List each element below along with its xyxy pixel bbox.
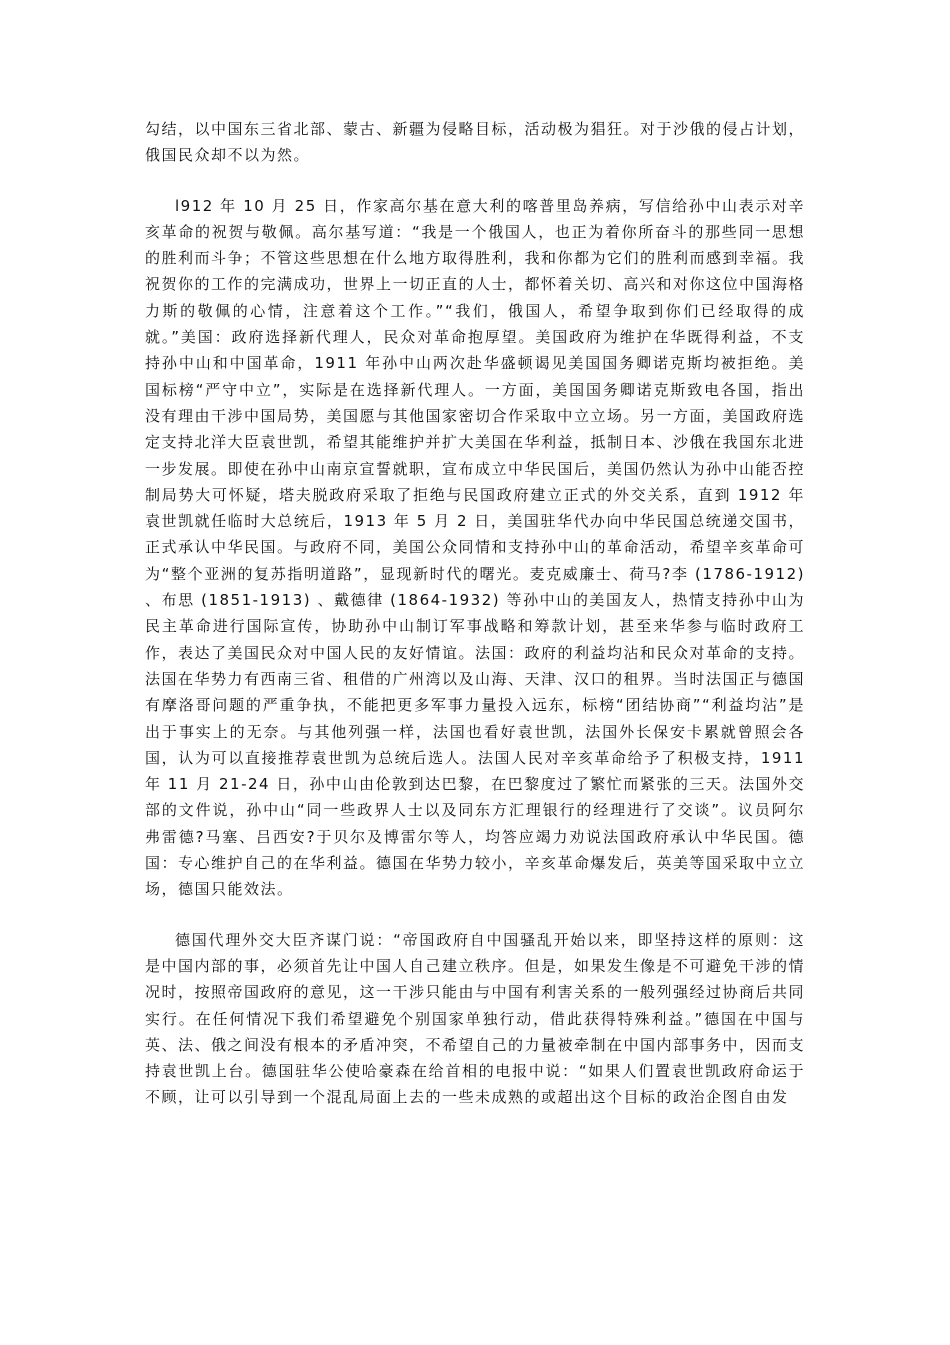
paragraph-2: l912 年 10 月 25 日，作家高尔基在意大利的喀普里岛养病，写信给孙中山表示对辛亥革命的祝贺与敬佩。高尔基写道：“我是一个俄国人，也正为着你所奋斗的那些同一思想的胜利而斗争；不管这些思想在什么地方取得胜利，我和你都为它们的胜利而感到幸福。我祝贺你的工作的完满成功，世界上一切正直的人士，都怀着关切、高兴和对你这位中国海格力斯的敬佩的心情，注意着这个工作。”“我们，俄国人，希望争取到你们已经取得的成就。”美国：政府选择新代理人，民众对革命抱厚望。美国政府为维护在华既得利益，不支持孙中山和中国革命，1911 年孙中山两次赴华盛顿谒见美国国务卿诺克斯均被拒绝。美国标榜“严守中立”，实际是在选择新代理人。一方面，美国国务卿诺克斯致电各国，指出没有理由干涉中国局势，美国愿与其他国家密切合作采取中立立场。另一方面，美国政府选定支持北洋大臣袁世凯，希望其能维护并扩大美国在华利益，抵制日本、沙俄在我国东北进一步发展。即使在孙中山南京宣誓就职，宣布成立中华民国后，美国仍然认为孙中山能否控制局势大可怀疑，塔夫脱政府采取了拒绝与民国政府建立正式的外交关系，直到 1912 年袁世凯就任临时大总统后，1913 年 5 月 2 日，美国驻华代办向中华民国总统递交国书，正式承认中华民国。与政府不同，美国公众同情和支持孙中山的革命活动，希望辛亥革命可为“整个亚洲的复苏指明道路”，显现新时代的曙光。麦克威廉士、荷马?李 (1786-1912) 、布思 (1851-1913) 、戴德律 (1864-1932) 等孙中山的美国友人，热情支持孙中山为民主革命进行国际宣传，协助孙中山制订军事战略和筹款计划，甚至来华参与临时政府工作，表达了美国民众对中国人民的友好情谊。法国：政府的利益均沾和民众对革命的支持。法国在华势力有西南三省、租借的广州湾以及山海、天津、汉口的租界。当时法国正与德国有摩洛哥问题的严重争执，不能把更多军事力量投入远东，标榜“团结协商”“利益均沾”是出于事实上的无奈。与其他列强一样，法国也看好袁世凯，法国外长保安卡累就曾照会各国，认为可以直接推荐袁世凯为总统后选人。法国人民对辛亥革命给予了积极支持，1911 年 11 月 21-24 日，孙中山由伦敦到达巴黎，在巴黎度过了繁忙而紧张的三天。法国外交部的文件说，孙中山“同一些政界人士以及同东方汇理银行的经理进行了交谈”。议员阿尔弗雷德?马塞、吕西安?于贝尔及博雷尔等人，均答应竭力劝说法国政府承认中华民国。德国：专心维护自己的在华利益。德国在华势力较小，辛亥革命爆发后，英美等国采取中立立场，德国只能效法。: [145, 196, 806, 899]
paragraph-1: 勾结，以中国东三省北部、蒙古、新疆为侵略目标，活动极为猖狂。对于沙俄的侵占计划，俄国民众却不以为然。: [145, 120, 806, 165]
paragraph-gap: [145, 903, 805, 927]
document-page: [145, 116, 805, 1111]
paragraph-gap: [145, 169, 805, 193]
paragraph-3: 德国代理外交大臣齐谋门说：“帝国政府自中国骚乱开始以来，即坚持这样的原则：这是中国内部的事，必须首先让中国人自己建立秩序。但是，如果发生像是不可避免干涉的情况时，按照帝国政府的意见，这一干涉只能由与中国有利害关系的一般列强经过协商后共同实行。在任何情况下我们希望避免个别国家单独行动，借此获得特殊利益。”德国在中国与英、法、俄之间没有根本的矛盾冲突，不希望自己的力量被牵制在中国内部事务中，因而支持袁世凯上台。德国驻华公使哈豪森在给首相的电报中说：“如果人们置袁世凯政府命运于不顾，让可以引导到一个混乱局面上去的一些未成熟的或超出这个目标的政治企图自由发: [145, 930, 806, 1107]
